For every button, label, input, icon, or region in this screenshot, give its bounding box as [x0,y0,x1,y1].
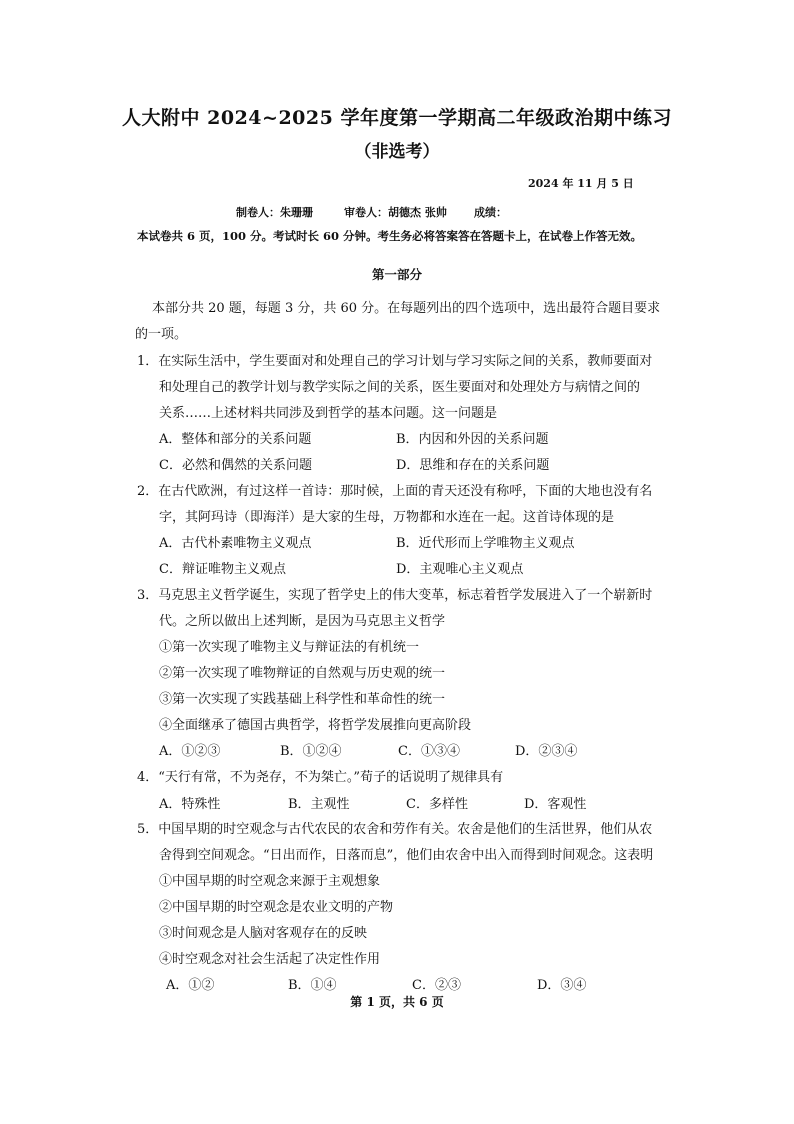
question-3-option-a: A．①②③ [159,744,221,759]
question-1-stem: 和处理自己的教学计划与教学实际之间的关系，医生要面对和处理处方与病情之间的 [159,380,641,395]
question-5-statement: ②中国早期的时空观念是农业文明的产物 [159,900,394,915]
question-2-stem: 2．在古代欧洲，有过这样一首诗：那时候，上面的青天还没有称呼，下面的大地也没有名 [137,484,653,499]
question-1-stem: 关系……上述材料共同涉及到哲学的基本问题。这一问题是 [159,406,498,421]
question-5-statement: ③时间观念是人脑对客观存在的反映 [159,926,368,941]
question-5-option-b: B．①④ [288,978,337,993]
score-label: 成绩： [474,206,507,219]
reviewer-label: 审卷人：胡德杰 张帅 [344,206,447,219]
page-footer: 第 1 页，共 6 页 [350,995,444,1009]
question-3-option-b: B．①②④ [280,744,342,759]
question-1-option-d: D．思维和存在的关系问题 [396,458,550,473]
question-5-option-d: D．③④ [537,978,587,993]
question-1-option-a: A．整体和部分的关系问题 [159,432,312,447]
exam-subtitle: （非选考） [354,142,440,162]
question-4-option-a: A．特殊性 [159,797,221,812]
question-1-stem: 1．在实际生活中，学生要面对和处理自己的学习计划与学习实际之间的关系，教师要面对 [137,354,653,369]
question-4-stem: 4．“天行有常，不为尧存，不为桀亡。”荀子的话说明了规律具有 [137,770,504,785]
question-5-statement: ④时空观念对社会生活起了决定性作用 [159,952,381,967]
question-4-option-c: C．多样性 [406,797,468,812]
question-3-statement: ③第一次实现了实践基础上科学性和革命性的统一 [159,692,446,707]
question-3-statement: ①第一次实现了唯物主义与辩证法的有机统一 [159,640,420,655]
question-3-statement: ④全面继承了德国古典哲学，将哲学发展推向更高阶段 [159,718,472,733]
question-4-option-d: D．客观性 [524,797,587,812]
question-3-stem: 代。之所以做出上述判断，是因为马克思主义哲学 [159,614,446,629]
question-2-stem: 字，其阿玛诗（即海洋）是大家的生母，万物都和水连在一起。这首诗体现的是 [159,510,615,525]
author-label: 制卷人：朱珊珊 [236,206,313,219]
question-1-option-c: C．必然和偶然的关系问题 [159,458,312,473]
exam-title: 人大附中 2024~2025 学年度第一学期高二年级政治期中练习 [122,107,672,129]
question-3-stem: 3．马克思主义哲学诞生，实现了哲学史上的伟大变革，标志着哲学发展进入了一个崭新时 [137,588,653,603]
question-2-option-d: D．主观唯心主义观点 [396,562,524,577]
question-3-option-c: C．①③④ [398,744,460,759]
section-title: 第一部分 [371,267,422,282]
question-2-option-a: A．古代朴素唯物主义观点 [159,536,312,551]
section-intro-line: 本部分共 20 题，每题 3 分，共 60 分。在每题列出的四个选项中，选出最符合题目要求 [152,301,661,316]
question-1-option-b: B．内因和外因的关系问题 [396,432,549,447]
exam-date: 2024 年 11 月 5 日 [528,177,634,190]
question-5-statement: ①中国早期的时空观念来源于主观想象 [159,874,381,889]
question-5-option-a: A．①② [166,978,215,993]
question-5-stem: 舍得到空间观念。“日出而作，日落而息”，他们由农舍中出入而得到时间观念。这表明 [159,848,654,863]
question-2-option-c: C．辩证唯物主义观点 [159,562,286,577]
question-3-option-d: D．②③④ [515,744,578,759]
question-2-option-b: B．近代形而上学唯物主义观点 [396,536,575,551]
exam-notice: 本试卷共 6 页，100 分。考试时长 60 分钟。考生务必将答案答在答题卡上，在试卷上作答无效。 [137,229,643,243]
question-5-stem: 5．中国早期的时空观念与古代农民的农舍和劳作有关。农舍是他们的生活世界，他们从农 [137,822,653,837]
section-intro-line: 的一项。 [135,327,188,342]
question-4-option-b: B．主观性 [288,797,350,812]
question-3-statement: ②第一次实现了唯物辩证的自然观与历史观的统一 [159,666,446,681]
question-5-option-c: C．②③ [412,978,461,993]
